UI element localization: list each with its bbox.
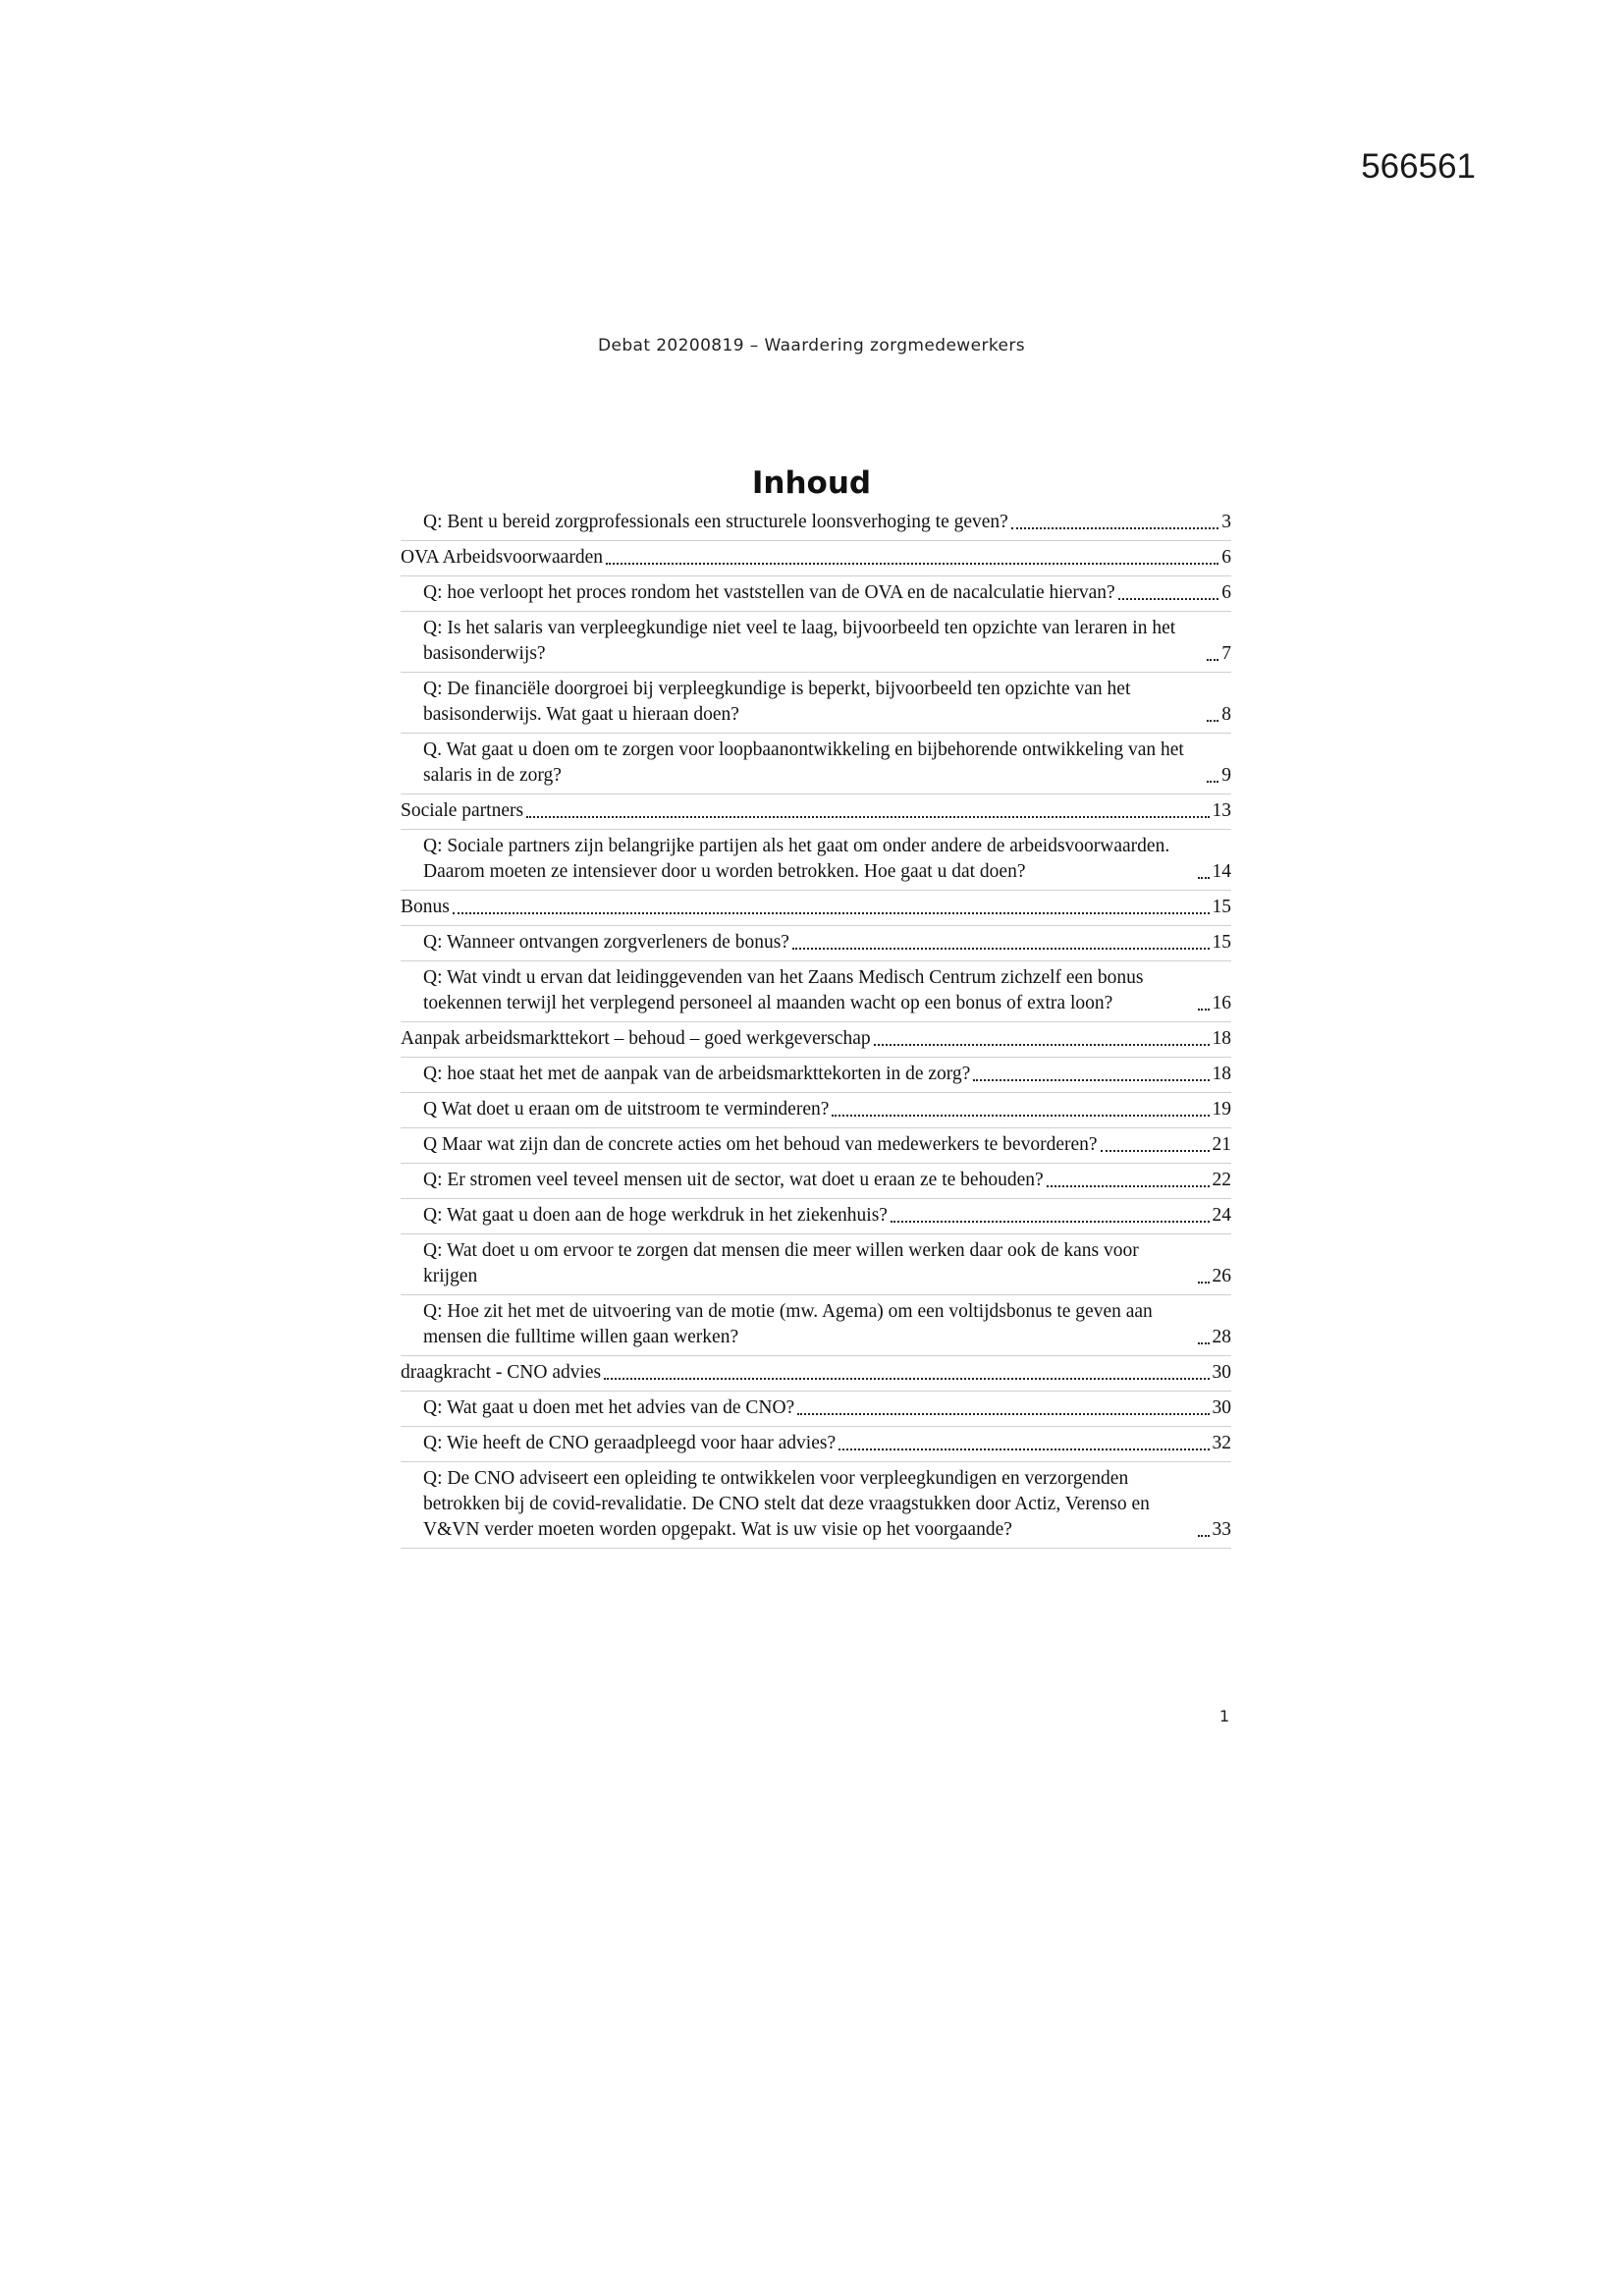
toc-entry-page: 32 [1212, 1433, 1231, 1453]
toc-leader-dots [1011, 526, 1218, 529]
toc-leader-dots [1198, 1008, 1210, 1011]
toc-entry-text: Q: Sociale partners zijn belangrijke partijen als het gaat om onder andere de arbeidsvoorwaarden. Daarom moeten ze intensiever door u worden betrokken. Hoe gaat u dat doen? [423, 836, 1170, 882]
toc-entry-text: Q: Bent u bereid zorgprofessionals een structurele loonsverhoging te geven? [423, 512, 1008, 532]
toc-entry-page: 15 [1212, 897, 1231, 917]
toc-entry-text: Q: Wanneer ontvangen zorgverleners de bonus? [423, 932, 789, 953]
toc-leader-dots [832, 1114, 1209, 1117]
toc-entry-page: 18 [1212, 1028, 1231, 1049]
toc-entry-page: 30 [1212, 1362, 1231, 1383]
toc-leader-dots [606, 562, 1218, 565]
toc-entry[interactable] [401, 1168, 1231, 1199]
toc-entry[interactable] [401, 1026, 1231, 1058]
toc-entry-text: Q: De CNO adviseert een opleiding te ontwikkelen voor verpleegkundigen en verzorgenden betrokken bij de covid-revalidatie. De CNO stelt dat deze vraagstukken door Actiz, Verenso en V&VN verder moeten worden opgepakt. Wat is uw visie op het voorgaande? [423, 1468, 1150, 1540]
toc-leader-dots [1198, 1534, 1210, 1537]
toc-entry-page: 3 [1221, 512, 1231, 532]
toc-entry[interactable] [401, 1395, 1231, 1427]
toc-entry-page: 21 [1212, 1134, 1231, 1155]
toc-entry-text: Aanpak arbeidsmarkttekort – behoud – goed werkgeverschap [401, 1028, 871, 1049]
toc-entry-page: 15 [1212, 932, 1231, 953]
toc-entry-text: Q Wat doet u eraan om de uitstroom te verminderen? [423, 1099, 830, 1120]
toc-entry[interactable] [401, 1466, 1231, 1549]
toc-leader-dots [1101, 1149, 1210, 1152]
toc-entry[interactable] [401, 798, 1231, 830]
toc-entry-page: 33 [1212, 1519, 1231, 1540]
toc-entry-text: Bonus [401, 897, 450, 917]
toc-entry-page: 6 [1221, 582, 1231, 603]
toc-entry-page: 14 [1212, 861, 1231, 882]
toc-leader-dots [1207, 780, 1218, 783]
toc-entry-text: Q: Is het salaris van verpleegkundige niet veel te laag, bijvoorbeeld ten opzichte van leraren in het basisonderwijs? [423, 618, 1176, 664]
toc-entry[interactable] [401, 930, 1231, 961]
toc-entry[interactable] [401, 1360, 1231, 1392]
toc-leader-dots [1207, 719, 1218, 722]
toc-leader-dots [891, 1220, 1210, 1223]
toc-entry-text: OVA Arbeidsvoorwaarden [401, 547, 603, 568]
toc-entry[interactable] [401, 616, 1231, 673]
toc-leader-dots [1198, 1281, 1210, 1284]
toc-entry-page: 18 [1212, 1064, 1231, 1084]
toc-entry[interactable] [401, 1132, 1231, 1164]
toc-entry-text: Q: Wat gaat u doen met het advies van de CNO? [423, 1397, 795, 1418]
toc-entry-text: Q: Wie heeft de CNO geraadpleegd voor haar advies? [423, 1433, 837, 1453]
toc-title: Inhoud [751, 465, 872, 501]
toc-entry-page: 7 [1221, 643, 1231, 664]
toc-leader-dots [874, 1043, 1210, 1046]
toc-entry-text: Q: Er stromen veel teveel mensen uit de sector, wat doet u eraan ze te behouden? [423, 1170, 1044, 1190]
toc-leader-dots [792, 947, 1210, 950]
toc-leader-dots [973, 1078, 1209, 1081]
toc-entry[interactable] [401, 1238, 1231, 1295]
toc-entry-text: Q: hoe verloopt het proces rondom het vaststellen van de OVA en de nacalculatie hiervan? [423, 582, 1115, 603]
toc-entry[interactable] [401, 895, 1231, 926]
toc-leader-dots [1198, 1341, 1210, 1344]
toc-entry-text: Q: Hoe zit het met de uitvoering van de motie (mw. Agema) om een voltijdsbonus te geven aan mensen die fulltime willen gaan werken? [423, 1301, 1153, 1347]
toc-leader-dots [797, 1412, 1209, 1415]
toc-entry[interactable] [401, 1062, 1231, 1093]
toc-entry-page: 28 [1212, 1327, 1231, 1347]
toc-entry-text: Q: hoe staat het met de aanpak van de arbeidsmarkttekorten in de zorg? [423, 1064, 971, 1084]
toc-leader-dots [1047, 1184, 1210, 1187]
page-number: 1 [1219, 1707, 1230, 1725]
toc-entry-page: 30 [1212, 1397, 1231, 1418]
toc-entry[interactable] [401, 738, 1231, 794]
toc-entry[interactable] [401, 510, 1231, 541]
toc-leader-dots [604, 1377, 1209, 1380]
toc-leader-dots [1198, 876, 1210, 879]
toc-entry-text: Q. Wat gaat u doen om te zorgen voor loopbaanontwikkeling en bijbehorende ontwikkeling van het salaris in de zorg? [423, 739, 1184, 786]
toc-entry-text: Sociale partners [401, 800, 524, 821]
toc-entry-page: 6 [1221, 547, 1231, 568]
toc-entry-page: 16 [1212, 993, 1231, 1013]
toc-entry[interactable] [401, 834, 1231, 891]
toc-entry[interactable] [401, 965, 1231, 1022]
toc-entry-page: 24 [1212, 1205, 1231, 1226]
toc-entry-page: 26 [1212, 1266, 1231, 1286]
toc-entry-page: 19 [1212, 1099, 1231, 1120]
toc-entry-page: 13 [1212, 800, 1231, 821]
toc-entry-text: Q: Wat vindt u ervan dat leidinggevenden van het Zaans Medisch Centrum zichzelf een bonus toekennen terwijl het verplegend personeel al maanden wacht op een bonus of extra loon? [423, 967, 1144, 1013]
toc-entry[interactable] [401, 1299, 1231, 1356]
toc-leader-dots [1118, 597, 1219, 600]
toc-leader-dots [526, 815, 1209, 818]
toc-entry[interactable] [401, 580, 1231, 612]
running-header: Debat 20200819 – Waardering zorgmedewerkers [597, 336, 1025, 355]
toc-entry-page: 9 [1221, 765, 1231, 786]
toc-entry-page: 8 [1221, 704, 1231, 725]
toc-leader-dots [1207, 658, 1218, 661]
toc-entry[interactable] [401, 677, 1231, 734]
toc-entry-text: Q Maar wat zijn dan de concrete acties om het behoud van medewerkers te bevorderen? [423, 1134, 1098, 1155]
toc-entry-text: Q: Wat doet u om ervoor te zorgen dat mensen die meer willen werken daar ook de kans voor krijgen [423, 1240, 1139, 1286]
toc-entry-page: 22 [1212, 1170, 1231, 1190]
toc-entry-text: Q: De financiële doorgroei bij verpleegkundige is beperkt, bijvoorbeeld ten opzichte van het basisonderwijs. Wat gaat u hieraan doen? [423, 679, 1131, 725]
toc-entry-text: draagkracht - CNO advies [401, 1362, 602, 1383]
toc-entry[interactable] [401, 1097, 1231, 1128]
toc-leader-dots [839, 1448, 1209, 1450]
toc-entry[interactable] [401, 1203, 1231, 1234]
toc-entry[interactable] [401, 1431, 1231, 1462]
toc-entry-text: Q: Wat gaat u doen aan de hoge werkdruk in het ziekenhuis? [423, 1205, 888, 1226]
table-of-contents [401, 510, 1231, 1553]
toc-leader-dots [453, 911, 1210, 914]
document-id: 566561 [1361, 147, 1476, 186]
toc-entry[interactable] [401, 545, 1231, 576]
